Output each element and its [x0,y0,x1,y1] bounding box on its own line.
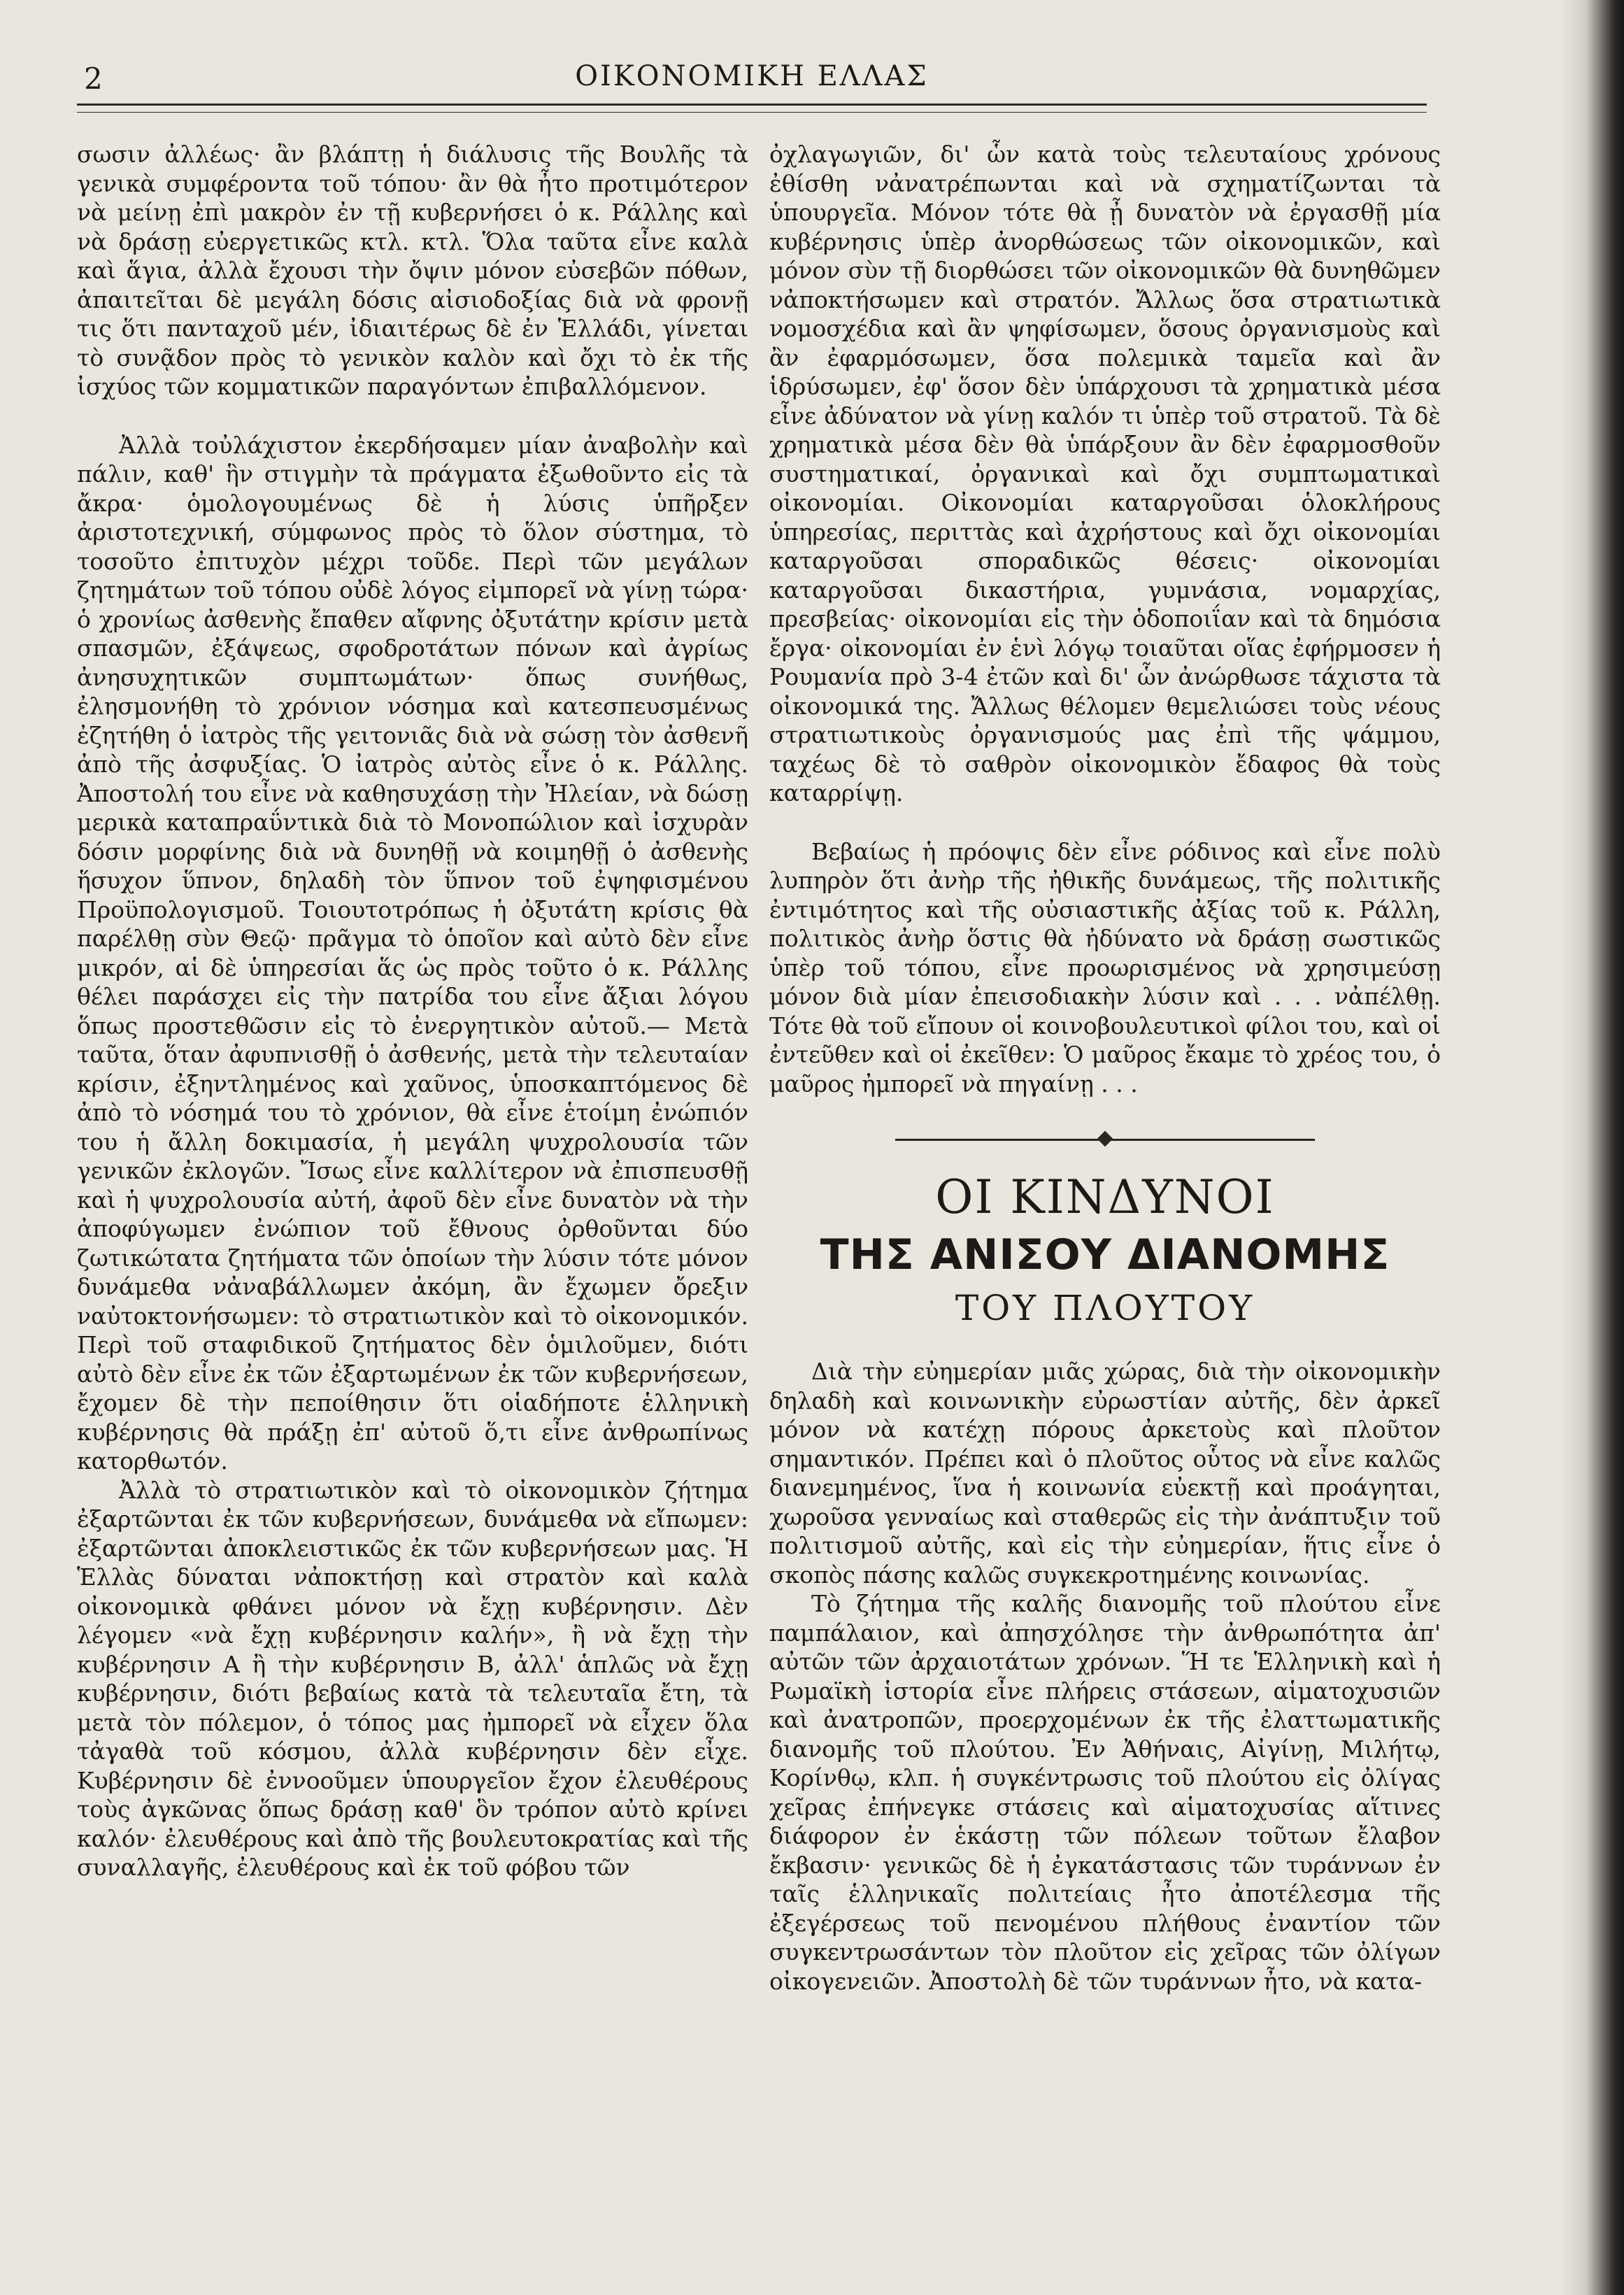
right-column [769,140,1441,1996]
paragraph: Ἀλλὰ τὸ στρατιωτικὸν καὶ τὸ οἰκονομικὸν ζήτημα ἐξαρτῶνται ἐκ τῶν κυβερνήσεων, δυνάμεθα νὰ εἴπωμεν: ἐξαρτῶνται ἀποκλειστικῶς ἐκ τῶν κυβερνήσεων μας. Ἡ Ἑλλὰς δύναται νἀποκτήσῃ καὶ στρατὸν καὶ καλὰ οἰκονομικὰ φθάνει μόνον νὰ ἔχῃ κυβέρνησιν. Δὲν λέγομεν «νὰ ἔχῃ κυβέρνησιν καλήν», ἢ νὰ ἔχῃ τὴν κυβέρνησιν Α ἢ τὴν κυβέρνησιν Β, ἀλλ' ἁπλῶς νὰ ἔχῃ κυβέρνησιν, διότι βεβαίως κατὰ τὰ τελευταῖα ἔτη, τὰ μετὰ τὸν πόλεμον, ὁ τόπος μας ἠμπορεῖ νὰ εἶχεν ὅλα τἀγαθὰ τοῦ κόσμου, ἀλλὰ κυβέρνησιν δὲν εἶχε. Κυβέρνησιν δὲ ἐννοοῦμεν ὑπουργεῖον ἔχον ἐλευθέρους τοὺς ἀγκῶνας ὅπως δράσῃ καθ' ὃν τρόπον αὐτὸ κρίνει καλόν· ἐλευθέρους καὶ ἀπὸ τῆς βουλευτοκρατίας καὶ τῆς συναλλαγῆς, ἐλευθέρους καὶ ἐκ τοῦ φόβου τῶν [77,1476,748,1881]
paragraph: Βεβαίως ἡ πρόοψις δὲν εἶνε ρόδινος καὶ εἶνε πολὺ λυπηρὸν ὅτι ἀνὴρ τῆς ἠθικῆς δυνάμεως, τῆς πολιτικῆς ἐντιμότητος καὶ τῆς οὐσιαστικῆς ἀξίας τοῦ κ. Ράλλη, πολιτικὸς ἀνὴρ ὅστις θὰ ἠδύνατο νὰ δράσῃ σωστικῶς ὑπὲρ τοῦ τόπου, εἶνε προωρισμένος νὰ χρησιμεύσῃ μόνον διὰ μίαν ἐπεισοδιακὴν λύσιν καὶ . . . νἀπέλθῃ. Τότε θὰ τοῦ εἴπουν οἱ κοινοβουλευτικοὶ φίλοι του, καὶ οἱ ἐντεῦθεν καὶ οἱ ἐκεῖθεν: Ὁ μαῦρος ἔκαμε τὸ χρέος του, ὁ μαῦρος ἠμπορεῖ νὰ πηγαίνῃ . . . [769,837,1441,1097]
header-rule-thin [77,112,1427,113]
article-headline: ΤΟΥ ΠΛΟΥΤΟΥ [955,1288,1255,1328]
paragraph: σωσιν ἀλλέως· ἂν βλάπτῃ ἡ διάλυσις τῆς Βουλῆς τὰ γενικὰ συμφέροντα τοῦ τόπου· ἂν θὰ ἦτο προτιμότερον νὰ μείνῃ ἐπὶ μακρὸν ἐν τῇ κυβερνήσει ὁ κ. Ράλλης καὶ νὰ δράσῃ εὐεργετικῶς κτλ. κτλ. Ὅλα ταῦτα εἶνε καλὰ καὶ ἅγια, ἀλλὰ ἔχουσι τὴν ὄψιν μόνον εὐσεβῶν πόθων, ἀπαιτεῖται δὲ μεγάλη δόσις αἰσιοδοξίας διὰ νὰ φρονῇ τις ὅτι πανταχοῦ μέν, ἰδιαιτέρως δὲ ἐν Ἑλλάδι, γίνεται τὸ συνᾷδον πρὸς τὸ γενικὸν καλὸν καὶ ὄχι τὸ ἐκ τῆς ἰσχύος τῶν κομματικῶν παραγόντων ἐπιβαλλόμενον. [77,141,748,400]
paragraph: Διὰ τὴν εὐημερίαν μιᾶς χώρας, διὰ τὴν οἰκονομικὴν δηλαδὴ καὶ κοινωνικὴν εὐρωστίαν αὐτῆς, δὲν ἀρκεῖ μόνον νὰ κατέχῃ πόρους ἀρκετοὺς καὶ πλοῦτον σημαντικόν. Πρέπει καὶ ὁ πλοῦτος οὗτος νὰ εἶνε καλῶς διανεμημένος, ἵνα ἡ κοινωνία εὐεκτῇ καὶ προάγηται, χωροῦσα γενναίως καὶ σταθερῶς εἰς τὴν ἀνάπτυξιν τοῦ πολιτισμοῦ αὐτῆς, καὶ εἰς τὴν εὐημερίαν, ἥτις εἶνε ὁ σκοπὸς πάσης καλῶς συγκεκροτημένης κοινωνίας. [769,1358,1441,1589]
paragraph: Ἀλλὰ τοὐλάχιστον ἐκερδήσαμεν μίαν ἀναβολὴν καὶ πάλιν, καθ' ἣν στιγμὴν τὰ πράγματα ἐξωθοῦντο εἰς τὰ ἄκρα· ὁμολογουμένως δὲ ἡ λύσις ὑπῆρξεν ἀριστοτεχνική, σύμφωνος πρὸς τὸ ὅλον σύστημα, τὸ τοσοῦτο ἐπιτυχὸν μέχρι τοῦδε. Περὶ τῶν μεγάλων ζητημάτων τοῦ τόπου οὐδὲ λόγος εἰμπορεῖ νὰ γίνῃ τώρα· ὁ χρονίως ἀσθενὴς ἔπαθεν αἴφνης ὀξυτάτην κρίσιν μετὰ σπασμῶν, ἐξάψεως, σφοδροτάτων πόνων καὶ ἀγρίως ἀνησυχητικῶν συμπτωμάτων· ὅπως συνήθως, ἐλησμονήθη τὸ χρόνιον νόσημα καὶ κατεσπευσμένως ἐζητήθη ὁ ἰατρὸς τῆς γειτονιᾶς διὰ νὰ σώσῃ τὸν ἀσθενῆ ἀπὸ τῆς ἀσφυξίας. Ὁ ἰατρὸς αὐτὸς εἶνε ὁ κ. Ράλλης. Ἀποστολή του εἶνε νὰ καθησυχάσῃ τὴν Ἠλείαν, νὰ δώσῃ μερικὰ καταπραΰντικὰ διὰ τὸ Μονοπώλιον καὶ ἰσχυρὰν δόσιν μορφίνης διὰ νὰ δυνηθῇ νὰ κοιμηθῇ ὁ ἀσθενὴς ἥσυχον ὕπνον, δηλαδὴ τὸν ὕπνον τοῦ ἐψηφισμένου Προϋπολογισμοῦ. Τοιουτοτρόπως ἡ ὀξυτάτη κρίσις θὰ παρέλθῃ σὺν Θεῷ· πρᾶγμα τὸ ὁποῖον καὶ αὐτὸ δὲν εἶνε μικρόν, αἱ δὲ ὑπηρεσίαι ἅς ὡς πρὸς τοῦτο ὁ κ. Ράλλης θέλει παράσχει εἰς τὴν πατρίδα του εἶνε ἄξιαι λόγου ὅπως προστεθῶσιν εἰς τὸ ἐνεργητικὸν αὐτοῦ.— Μετὰ ταῦτα, ὅταν ἀφυπνισθῇ ὁ ἀσθενής, μετὰ τὴν τελευταίαν κρίσιν, ἐξηντλημένος καὶ χαῦνος, ὑποσκαπτόμενος δὲ ἀπὸ τὸ νόσημά του τὸ χρόνιον, θὰ εἶνε ἑτοίμη ἐνώπιόν του ἡ ἄλλη δοκιμασία, ἡ μεγάλη ψυχρολουσία τῶν γενικῶν ἐκλογῶν. Ἴσως εἶνε καλλίτερον νὰ ἐπισπευσθῇ καὶ ἡ ψυχρολουσία αὐτή, ἀφοῦ δὲν εἶνε δυνατὸν νὰ τὴν ἀποφύγωμεν ἐνώπιον τοῦ ἔθνους ὀρθοῦνται δύο ζωτικώτατα ζητήματα τῶν ὁποίων τὴν λύσιν τότε μόνον δυνάμεθα νἀναβάλλωμεν ἀκόμη, ἂν ἔχωμεν ὄρεξιν ναὐτοκτονήσωμεν: τὸ στρατιωτικὸν καὶ τὸ οἰκονομικόν. Περὶ τοῦ σταφιδικοῦ ζητήματος δὲν ὁμιλοῦμεν, διότι αὐτὸ δὲν εἶνε ἐκ τῶν ἐξαρτωμένων ἐκ τῶν κυβερνήσεων, ἔχομεν δὲ τὴν πεποίθησιν ὅτι οἱαδήποτε ἑλληνικὴ κυβέρνησις θὰ πράξῃ ἐπ' αὐτοῦ ὅ,τι εἶνε ἀνθρωπίνως κατορθωτόν. [77,431,748,1475]
article-headline: ΟΙ ΚΙΝΔΥΝΟΙ [935,1170,1275,1224]
page-header [77,49,1427,112]
paragraph: Τὸ ζήτημα τῆς καλῆς διανομῆς τοῦ πλούτου εἶνε παμπάλαιον, καὶ ἀπησχόλησε τὴν ἀνθρωπότητα ἀπ' αὐτῶν τῶν ἀρχαιοτάτων χρόνων. Ἥ τε Ἑλληνικὴ καὶ ἡ Ρωμαϊκὴ ἱστορία εἶνε πλήρεις στάσεων, αἱματοχυσιῶν καὶ ἀνατροπῶν, προερχομένων ἐκ τῆς ἐλαττωματικῆς διανομῆς τοῦ πλούτου. Ἐν Ἀθήναις, Αἰγίνῃ, Μιλήτῳ, Κορίνθῳ, κλπ. ἡ συγκέντρωσις τοῦ πλούτου εἰς ὀλίγας χεῖρας ἐπήνεγκε στάσεις καὶ αἱματοχυσίας αἵτινες διάφορον ἐν ἑκάστῃ τῶν πόλεων τοῦτων ἔλαβον ἔκβασιν· γενικῶς δὲ ἡ ἐγκατάστασις τῶν τυράννων ἐν ταῖς ἑλληνικαῖς πολιτείαις ἦτο ἀποτέλεσμα τῆς ἐξεγέρσεως τοῦ πενομένου πλήθους ἐναντίον τῶν συγκεντρωσάντων τὸν πλοῦτον εἰς χεῖρας τῶν ὀλίγων οἰκογενειῶν. Ἀποστολὴ δὲ τῶν τυράννων ἦτο, νὰ κατα- [769,1590,1441,1995]
binding-shadow [1561,0,1624,2295]
section-divider [769,1119,1441,1161]
diamond-ornament-icon [1097,1131,1113,1147]
paragraph: ὀχλαγωγιῶν, δι' ὧν κατὰ τοὺς τελευταίους χρόνους ἐθίσθη νἀνατρέπωνται καὶ νὰ σχηματίζωνται τὰ ὑπουργεῖα. Μόνον τότε θὰ ᾖ δυνατὸν νὰ ἐργασθῇ μία κυβέρνησις ὑπὲρ ἀνορθώσεως τῶν οἰκονομικῶν, καὶ μόνον σὺν τῇ διορθώσει τῶν οἰκονομικῶν θὰ δυνηθῶμεν νἀποκτήσωμεν καὶ στρατόν. Ἄλλως ὅσα στρατιωτικὰ νομοσχέδια καὶ ἂν ψηφίσωμεν, ὅσους ὀργανισμοὺς καὶ ἂν ἐφαρμόσωμεν, ὅσα πολεμικὰ ταμεῖα καὶ ἂν ἱδρύσωμεν, ἐφ' ὅσον δὲν ὑπάρχουσι τὰ χρηματικὰ μέσα εἶνε ἀδύνατον νὰ γίνῃ καλόν τι ὑπὲρ τοῦ στρατοῦ. Τὰ δὲ χρηματικὰ μέσα δὲν θὰ ὑπάρξουν ἂν δὲν ἐφαρμοσθοῦν συστηματικαί, ὀργανικαὶ καὶ ὄχι συμπτωματικαὶ οἰκονομίαι. Οἰκονομίαι καταργοῦσαι ὁλοκλήρους ὑπηρεσίας, περιττὰς καὶ ἀχρήστους καὶ ὄχι οἰκονομίαι καταργοῦσαι σποραδικῶς θέσεις· οἰκονομίαι καταργοῦσαι δικαστήρια, γυμνάσια, νομαρχίας, πρεσβείας· οἰκονομίαι εἰς τὴν ὁδοποιΐαν καὶ τὰ δημόσια ἔργα· οἰκονομίαι ἐν ἑνὶ λόγῳ τοιαῦται οἵας ἐφήρμοσεν ἡ Ρουμανία πρὸ 3-4 ἐτῶν καὶ δι' ὧν ἀνώρθωσε τάχιστα τὰ οἰκονομικά της. Ἄλλως θέλομεν θεμελιώσει τοὺς νέους στρατιωτικοὺς ὀργανισμούς μας ἐπὶ τῆς ψάμμου, ταχέως δὲ τὸ σαθρὸν οἰκονομικὸν ἔδαφος θὰ τοὺς καταρρίψῃ. [769,141,1441,807]
article-headline: ΤΗΣ ΑΝΙΣΟΥ ΔΙΑΝΟΜΗΣ [820,1230,1390,1279]
page-number: 2 [84,62,103,96]
header-rule [77,104,1427,106]
left-column [77,140,748,1882]
running-title: ΟΙΚΟΝΟΜΙΚΗ ΕΛΛΑΣ [575,60,929,92]
